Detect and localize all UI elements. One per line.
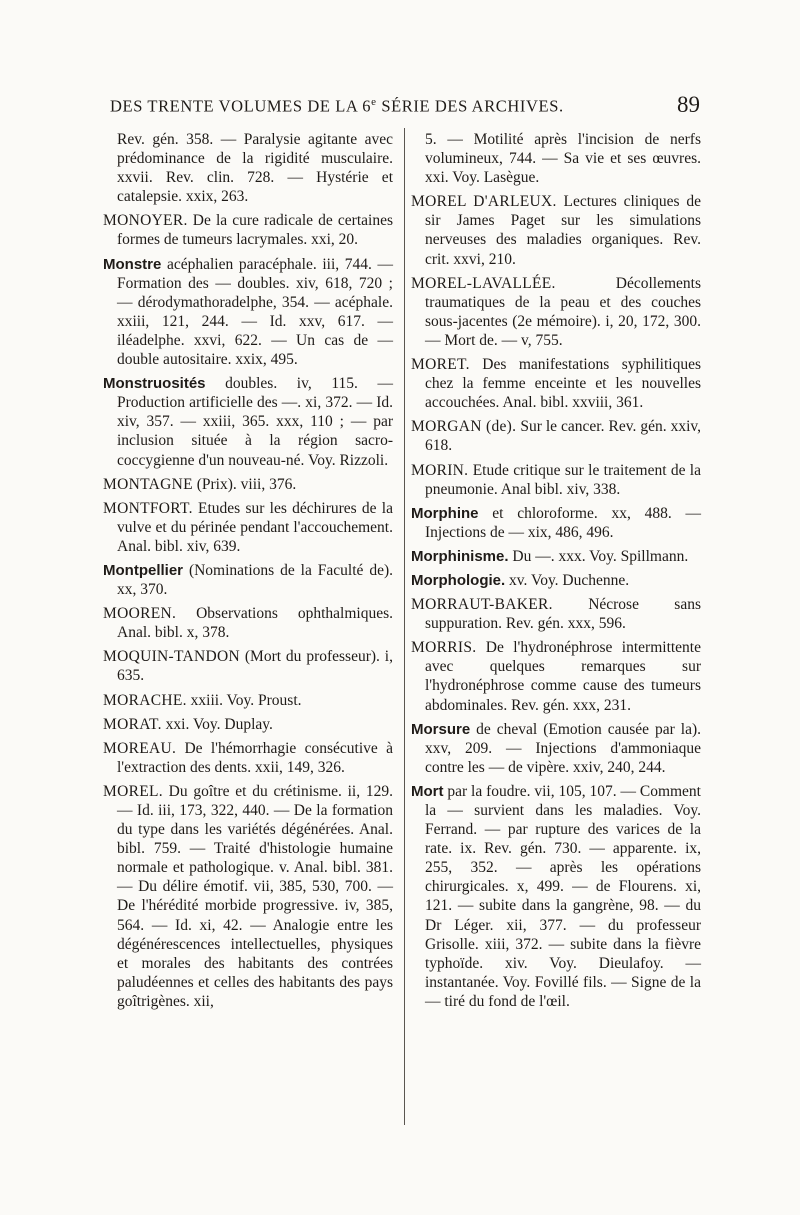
page-number: 89 [677, 92, 700, 117]
index-entry [103, 130, 393, 206]
entry-heading: MONTFORT. [103, 499, 193, 517]
index-entry [411, 720, 701, 777]
header-title-part: DES TRENTE VOLUMES DE LA 6 [110, 96, 372, 116]
entry-heading: MOREL-LAVALLÉE. [411, 274, 556, 292]
entry-heading: MORAT. [103, 715, 162, 733]
index-entry [411, 355, 701, 412]
index-entry [103, 739, 393, 777]
entry-text: acéphalien paracéphale. iii, 744. — Formation des — doubles. xiv, 618, 720 ; — dérodymathoradelphe, 354. — acéphale. xxiii, 121, 244. — Id. xxv, 617. — iléadelphe. xxvi, 622. — Un cas de — double autositaire. xxix, 495. [117, 255, 393, 369]
entry-heading: MOQUIN-TANDON [103, 648, 240, 666]
entry-text: xxi. Voy. Duplay. [161, 715, 273, 733]
entry-text: de cheval (Emotion causée par la). xxv, 209. — Injections d'ammoniaque contre les — de vipère. xxiv, 240, 244. [425, 720, 701, 776]
index-entry [411, 192, 701, 268]
entry-text: Nécrose sans suppuration. Rev. gén. xxx, 596. [425, 596, 701, 633]
index-entry [103, 475, 393, 494]
entry-text: 5. — Motilité après l'incision de nerfs volumineux, 744. — Sa vie et ses œuvres. xxi. Voy. Lasègue. [425, 131, 701, 187]
index-entry [411, 461, 701, 499]
index-entry [103, 691, 393, 710]
entry-text: (Prix). viii, 376. [192, 475, 297, 493]
entry-text: par la foudre. vii, 105, 107. — Comment la — survient dans les maladies. Voy. Ferrand. — par rupture des varices de la rate. ix. Rev. gén. 730. — apparente. ix, 255, 352. — après les opérations chirurgicales. x, 499. — de Flourens. xi, 121. — subite dans la gangrène, 98. — du Dr Léger. xii, 377. — du professeur Grisolle. xiii, 372. — subite dans la fièvre typhoïde. xiv. Voy. Dieulafoy. — instantanée. Voy. Fovillé fils. — Signe de la — tiré du fond de l'œil. [425, 782, 701, 1010]
entry-heading: MORACHE. [103, 691, 187, 709]
entry-text: et chloroforme. xx, 488. — Injections de — xix, 486, 496. [425, 504, 701, 541]
index-entry [411, 504, 701, 542]
entry-text: Lectures cliniques de sir James Paget sur les simulations nerveuses des maladies organiques. Rev. crit. xxvi, 210. [425, 193, 701, 268]
right-column [411, 130, 701, 1016]
index-entry [411, 130, 701, 187]
index-entry [411, 274, 701, 350]
entry-heading: Montpellier [103, 561, 184, 579]
entry-heading: MORET. [411, 356, 470, 374]
entry-text: Des manifestations syphilitiques chez la femme enceinte et les nouvelles accouchées. Anal. bibl. xxviii, 361. [425, 356, 701, 412]
index-entry [103, 211, 393, 249]
entry-text: De l'hémorrhagie consécutive à l'extraction des dents. xxii, 149, 326. [117, 739, 393, 776]
index-entry [103, 715, 393, 734]
entry-text: Du goître et du crétinisme. ii, 129. — Id. iii, 173, 322, 440. — De la formation du type dans les variétés dégénérées. Anal. bibl. 759. — Traité d'histologie humaine normale et pathologique. v. Anal. bibl. 381. — Du délire émotif. vii, 385, 530, 700. — De l'hérédité morbide progressive. iv, 385, 564. — Id. xi, 42. — Analogie entre les dégénérescences intellectuelles, physiques et morales des habitants des contrées paludéennes et celles des habitants des pays goîtrigènes. xii, [117, 782, 393, 1010]
entry-heading: Monstruosités [103, 375, 206, 393]
index-entry [411, 595, 701, 633]
header-title-superscript: e [371, 96, 377, 108]
entry-heading: MORRAUT-BAKER. [411, 596, 553, 614]
entry-text: (Nominations de la Faculté de). xx, 370. [117, 561, 393, 599]
header-title [110, 96, 564, 117]
entry-heading: MOREL D'ARLEUX. [411, 193, 557, 211]
entry-heading: MOREAU. [103, 739, 177, 757]
running-header [110, 92, 700, 117]
entry-heading: Mort [411, 782, 444, 800]
entry-heading: Morphologie. [411, 571, 506, 589]
entry-heading: MORIN. [411, 461, 469, 479]
entry-text: Etude critique sur le traitement de la pneumonie. Anal bibl. xiv, 338. [425, 461, 701, 498]
entry-heading: MORRIS. [411, 639, 477, 657]
index-entry [411, 782, 701, 1011]
column-divider [404, 128, 405, 1125]
entry-heading: MOREL. [103, 782, 163, 800]
entry-heading: MONTAGNE [103, 475, 193, 493]
header-title-part: SÉRIE DES ARCHIVES. [376, 96, 564, 116]
entry-text: Sur le cancer. Rev. gén. xxiv, 618. [425, 418, 701, 455]
entry-heading: Morphinisme. [411, 547, 509, 565]
index-entry [411, 571, 701, 590]
entry-heading: MONOYER. [103, 212, 188, 230]
entry-heading: Morsure [411, 720, 471, 738]
index-entry [411, 547, 701, 566]
index-entry [103, 647, 393, 685]
index-entry [103, 255, 393, 370]
index-entry [103, 499, 393, 556]
entry-text: De la cure radicale de certaines formes de tumeurs lacrymales. xxi, 20. [117, 212, 393, 249]
entry-text: (Mort du professeur). i, 635. [117, 648, 393, 685]
index-entry [411, 417, 701, 455]
entry-text: Etudes sur les déchirures de la vulve et du périnée pendant l'accouchement. Anal. bibl. xiv, 639. [117, 499, 393, 555]
index-entry [103, 561, 393, 599]
entry-heading: MOOREN. [103, 605, 177, 623]
entry-text: Rev. gén. 358. — Paralysie agitante avec prédominance de la rigidité musculaire. xxvii. Rev. clin. 728. — Hystérie et catalepsie. xxix, 263. [117, 131, 393, 206]
entry-text: Observations ophthalmiques. Anal. bibl. x, 378. [117, 605, 393, 642]
left-column [103, 130, 393, 1016]
index-entry [103, 782, 393, 1011]
entry-heading: Morphine [411, 504, 479, 522]
entry-text: doubles. iv, 115. — Production artificielle des —. xi, 372. — Id. xiv, 357. — xxiii, 365. xxx, 110 ; — par inclusion située à la région sacro-coccygienne d'un nouveau-né. Voy. Rizzoli. [117, 375, 393, 469]
entry-text: De l'hydronéphrose intermittente avec quelques remarques sur l'hydronéphrose comme cause des tumeurs abdominales. Rev. gén. xxx, 231. [425, 639, 701, 714]
entry-text: xxiii. Voy. Proust. [186, 691, 302, 709]
entry-text: Décollements traumatiques de la peau et des couches sous-jacentes (2e mémoire). i, 20, 172, 300. — Mort de. — v, 755. [425, 274, 701, 349]
entry-heading: MORGAN (de). [411, 418, 517, 436]
index-entry [411, 638, 701, 714]
entry-heading: Monstre [103, 255, 162, 273]
index-entry [103, 374, 393, 469]
index-entry [103, 604, 393, 642]
entry-text: xv. Voy. Duchenne. [505, 571, 630, 589]
entry-text: Du —. xxx. Voy. Spillmann. [508, 547, 689, 565]
